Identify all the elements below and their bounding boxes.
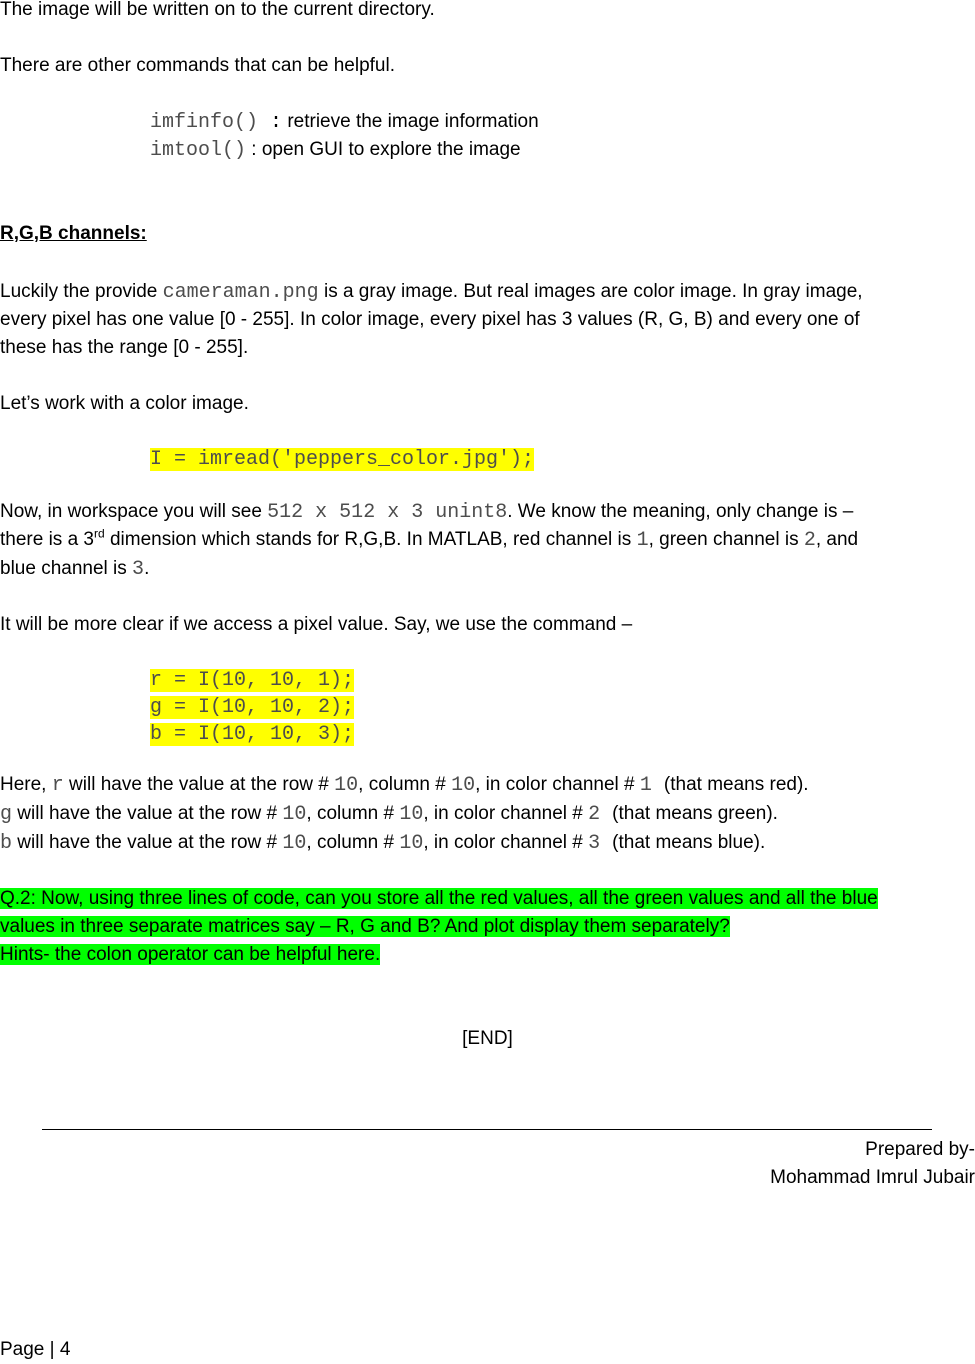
inline-code: 2 bbox=[803, 529, 816, 552]
text-span: (that means green). bbox=[612, 803, 778, 824]
text-span: Now, in workspace you will see bbox=[0, 501, 268, 522]
question-line-3 bbox=[0, 941, 380, 969]
explain-line-r bbox=[0, 771, 809, 800]
command-desc: : open GUI to explore the image bbox=[246, 139, 521, 160]
code-block-imread bbox=[150, 445, 534, 474]
para2: Let’s work with a color image. bbox=[0, 393, 249, 414]
inline-code: 10 bbox=[334, 774, 359, 797]
text-span: there is a 3 bbox=[0, 529, 94, 550]
text-span: , green channel is bbox=[648, 529, 804, 550]
text-span: (that means blue). bbox=[612, 832, 766, 853]
highlighted-text: values in three separate matrices say – R, G and B? And plot display them separately? bbox=[0, 916, 730, 937]
text-span: will have the value at the row # bbox=[12, 803, 283, 824]
highlighted-code: I = imread('peppers_color.jpg'); bbox=[150, 448, 535, 471]
intro-line-2: There are other commands that can be helpful. bbox=[0, 55, 396, 76]
explain-line-b bbox=[0, 829, 765, 858]
inline-code: 3 bbox=[132, 558, 145, 581]
highlighted-code: g = I(10, 10, 2); bbox=[150, 696, 355, 719]
para3-line-3 bbox=[0, 555, 149, 584]
text-span: Luckily the provide bbox=[0, 281, 163, 302]
highlighted-code: b = I(10, 10, 3); bbox=[150, 723, 355, 746]
text-span: (that means red). bbox=[663, 774, 809, 795]
command-imtool bbox=[150, 136, 521, 165]
inline-code: 3 bbox=[588, 832, 613, 855]
text-span: , column # bbox=[358, 774, 452, 795]
highlighted-code: r = I(10, 10, 1); bbox=[150, 669, 355, 692]
text-span: , in color channel # bbox=[423, 803, 589, 824]
text-span: , column # bbox=[306, 803, 400, 824]
command-desc: retrieve the image information bbox=[282, 111, 539, 132]
text-span: . We know the meaning, only change is – bbox=[507, 501, 854, 522]
text-span: , in color channel # bbox=[475, 774, 640, 795]
text-span: , and bbox=[815, 529, 859, 550]
command-separator: : bbox=[270, 111, 283, 134]
explain-line-g bbox=[0, 800, 778, 829]
inline-code: 1 bbox=[639, 774, 664, 797]
para1-line-1 bbox=[0, 278, 863, 307]
inline-code: 10 bbox=[399, 803, 424, 826]
highlighted-text: Q.2: Now, using three lines of code, can you store all the red values, all the green values and all the blue bbox=[0, 888, 878, 909]
inline-code: r bbox=[51, 774, 64, 797]
text-span: blue channel is bbox=[0, 558, 133, 579]
intro-line-1: The image will be written on to the current directory. bbox=[0, 0, 435, 20]
para4: It will be more clear if we access a pixel value. Say, we use the command – bbox=[0, 614, 633, 635]
inline-code: 10 bbox=[451, 774, 476, 797]
text-span: is a gray image. But real images are color image. In gray image, bbox=[318, 281, 863, 302]
inline-code: 512 x 512 x 3 unint8 bbox=[267, 501, 508, 524]
end-marker: [END] bbox=[462, 1028, 513, 1049]
para3-line-2 bbox=[0, 526, 858, 555]
question-line-2 bbox=[0, 913, 730, 941]
page-number: Page | 4 bbox=[0, 1339, 71, 1360]
inline-code: g bbox=[0, 803, 13, 826]
text-span: , column # bbox=[306, 832, 400, 853]
text-span: , in color channel # bbox=[423, 832, 589, 853]
text-span: Here, bbox=[0, 774, 52, 795]
command-imfinfo bbox=[150, 108, 539, 137]
inline-code: 10 bbox=[282, 832, 307, 855]
question-line-1 bbox=[0, 885, 878, 913]
superscript: rd bbox=[94, 526, 105, 541]
inline-code: 10 bbox=[282, 803, 307, 826]
para1-line-2: every pixel has one value [0 - 255]. In color image, every pixel has 3 values (R, G, B) and every one of bbox=[0, 309, 860, 330]
inline-code: 1 bbox=[636, 529, 649, 552]
text-span: dimension which stands for R,G,B. In MATLAB, red channel is bbox=[104, 529, 637, 550]
footer-rule bbox=[42, 1129, 932, 1130]
section-heading: R,G,B channels: bbox=[0, 223, 147, 244]
prepared-by: Prepared by- bbox=[865, 1139, 975, 1160]
code-block-pixels bbox=[150, 667, 354, 748]
inline-code: 2 bbox=[588, 803, 613, 826]
text-span: . bbox=[144, 558, 150, 579]
text-span: will have the value at the row # bbox=[12, 832, 283, 853]
author-name: Mohammad Imrul Jubair bbox=[770, 1167, 975, 1188]
para3-line-1 bbox=[0, 498, 853, 527]
para1-line-3: these has the range [0 - 255]. bbox=[0, 337, 249, 358]
inline-code: b bbox=[0, 832, 13, 855]
highlighted-text: Hints- the colon operator can be helpful here. bbox=[0, 944, 381, 965]
inline-code: 10 bbox=[399, 832, 424, 855]
command-code: imfinfo() bbox=[150, 111, 271, 134]
command-code: imtool() bbox=[150, 139, 247, 162]
text-span: will have the value at the row # bbox=[63, 774, 335, 795]
inline-code: cameraman.png bbox=[162, 281, 319, 304]
